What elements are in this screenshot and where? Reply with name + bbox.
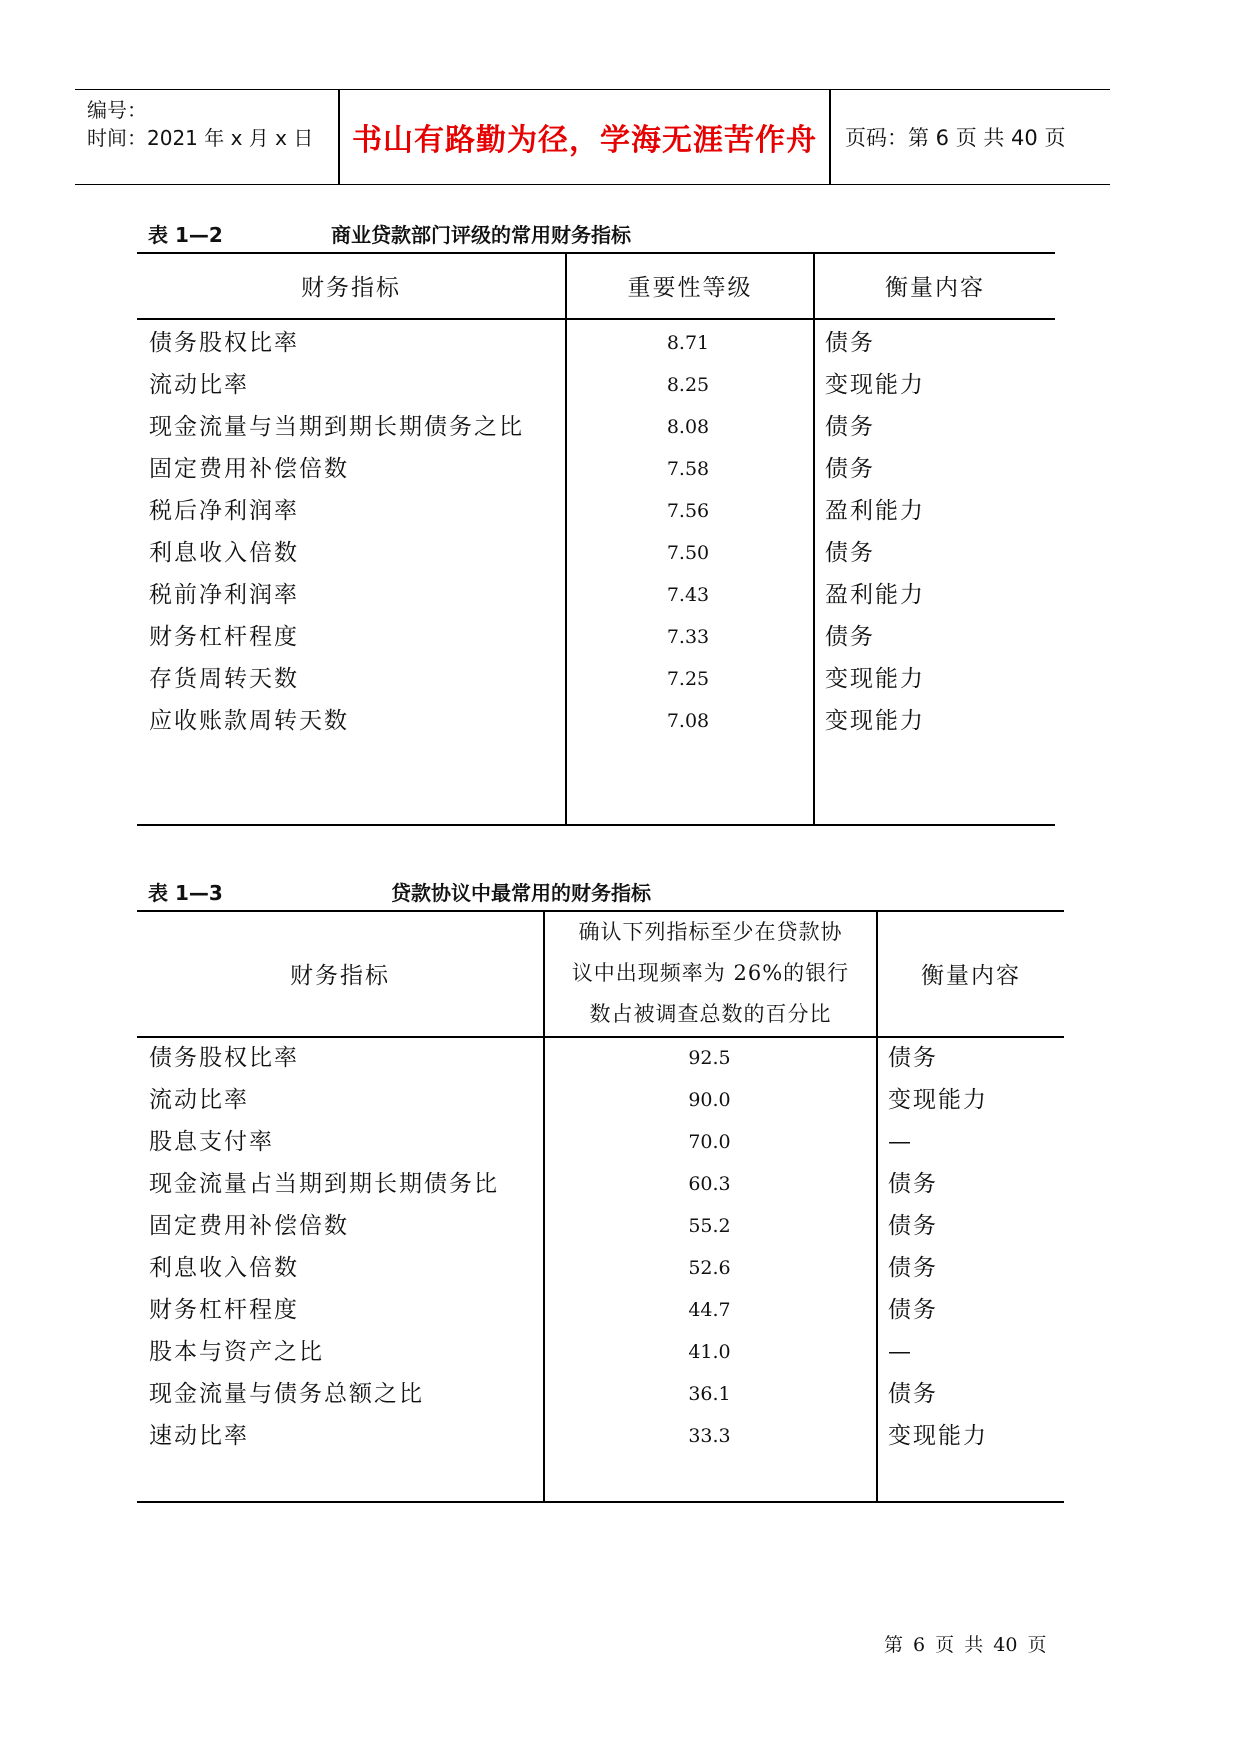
indicator-cell: 现金流量与债务总额之比 bbox=[149, 1381, 424, 1407]
column-header-measure: 衡量内容 bbox=[921, 962, 1021, 989]
measure-cell: 变现能力 bbox=[888, 1423, 988, 1449]
document-number-label: 编号： bbox=[87, 98, 147, 122]
table-row bbox=[137, 574, 1055, 616]
header-line: 议中出现频率为 26%的银行 bbox=[571, 960, 850, 985]
indicator-cell: 现金流量与当期到期长期债务之比 bbox=[149, 414, 524, 440]
measure-cell: — bbox=[888, 1129, 913, 1155]
page-footer: 第 6 页 共 40 页 bbox=[884, 1634, 1047, 1656]
indicator-cell: 应收账款周转天数 bbox=[149, 708, 349, 734]
indicator-cell: 债务股权比率 bbox=[149, 330, 299, 356]
value-cell: 7.08 bbox=[666, 710, 710, 732]
page-header bbox=[75, 89, 1110, 185]
measure-cell: 变现能力 bbox=[825, 708, 925, 734]
table-number: 表 1—3 bbox=[148, 881, 223, 905]
indicator-cell: 股本与资产之比 bbox=[149, 1339, 324, 1365]
value-cell: 7.25 bbox=[666, 668, 710, 690]
value-cell: 55.2 bbox=[688, 1215, 731, 1237]
header-divider bbox=[829, 90, 831, 184]
value-cell: 41.0 bbox=[688, 1341, 731, 1363]
value-cell: 33.3 bbox=[688, 1425, 731, 1447]
table-row bbox=[137, 448, 1055, 490]
table-rule bbox=[137, 1501, 1064, 1503]
column-header-frequency bbox=[545, 910, 876, 1036]
table-rule bbox=[137, 824, 1055, 826]
measure-cell: 变现能力 bbox=[888, 1087, 988, 1113]
table-number: 表 1—2 bbox=[148, 223, 223, 247]
table-row bbox=[137, 1373, 1064, 1415]
table-row bbox=[137, 322, 1055, 364]
indicator-cell: 财务杠杆程度 bbox=[149, 1297, 299, 1323]
measure-cell: — bbox=[888, 1339, 913, 1365]
measure-cell: 债务 bbox=[888, 1213, 938, 1239]
value-cell: 8.71 bbox=[666, 332, 710, 354]
table-row bbox=[137, 1415, 1064, 1457]
measure-cell: 变现能力 bbox=[825, 372, 925, 398]
document-date: 时间：2021 年 x 月 x 日 bbox=[87, 126, 314, 150]
measure-cell: 债务 bbox=[825, 456, 875, 482]
measure-cell: 变现能力 bbox=[825, 666, 925, 692]
indicator-cell: 流动比率 bbox=[149, 372, 249, 398]
value-cell: 7.58 bbox=[666, 458, 710, 480]
indicator-cell: 财务杠杆程度 bbox=[149, 624, 299, 650]
column-header-indicator: 财务指标 bbox=[301, 274, 401, 301]
value-cell: 36.1 bbox=[688, 1383, 731, 1405]
table-row bbox=[137, 1079, 1064, 1121]
indicator-cell: 固定费用补偿倍数 bbox=[149, 1213, 349, 1239]
measure-cell: 债务 bbox=[888, 1255, 938, 1281]
indicator-cell: 税前净利润率 bbox=[149, 582, 299, 608]
value-cell: 7.33 bbox=[666, 626, 710, 648]
table-title: 贷款协议中最常用的财务指标 bbox=[391, 881, 651, 905]
financial-indicators-rating-table bbox=[137, 252, 1055, 826]
indicator-cell: 速动比率 bbox=[149, 1423, 249, 1449]
measure-cell: 债务 bbox=[825, 540, 875, 566]
indicator-cell: 固定费用补偿倍数 bbox=[149, 456, 349, 482]
measure-cell: 债务 bbox=[825, 414, 875, 440]
header-line: 数占被调查总数的百分比 bbox=[589, 1001, 832, 1026]
table-row bbox=[137, 1205, 1064, 1247]
column-header-indicator: 财务指标 bbox=[290, 962, 390, 989]
header-line: 确认下列指标至少在贷款协 bbox=[578, 919, 843, 944]
indicator-cell: 利息收入倍数 bbox=[149, 1255, 299, 1281]
table-row bbox=[137, 658, 1055, 700]
table-row bbox=[137, 1037, 1064, 1079]
measure-cell: 债务 bbox=[888, 1045, 938, 1071]
value-cell: 7.56 bbox=[666, 500, 710, 522]
table-row bbox=[137, 406, 1055, 448]
value-cell: 92.5 bbox=[688, 1047, 731, 1069]
value-cell: 60.3 bbox=[688, 1173, 731, 1195]
column-header-measure: 衡量内容 bbox=[885, 274, 985, 301]
table-row bbox=[137, 700, 1055, 742]
table-row bbox=[137, 1247, 1064, 1289]
value-cell: 52.6 bbox=[688, 1257, 731, 1279]
table-row bbox=[137, 616, 1055, 658]
indicator-cell: 股息支付率 bbox=[149, 1129, 274, 1155]
loan-agreement-indicators-table bbox=[137, 910, 1064, 1503]
value-cell: 8.25 bbox=[666, 374, 710, 396]
table-row bbox=[137, 1121, 1064, 1163]
table-row bbox=[137, 532, 1055, 574]
table-row bbox=[137, 490, 1055, 532]
measure-cell: 盈利能力 bbox=[825, 498, 925, 524]
indicator-cell: 流动比率 bbox=[149, 1087, 249, 1113]
column-header-importance: 重要性等级 bbox=[627, 274, 753, 301]
value-cell: 8.08 bbox=[666, 416, 710, 438]
indicator-cell: 存货周转天数 bbox=[149, 666, 299, 692]
measure-cell: 盈利能力 bbox=[825, 582, 925, 608]
table-title: 商业贷款部门评级的常用财务指标 bbox=[331, 223, 631, 247]
header-motto: 书山有路勤为径，学海无涯苦作舟 bbox=[352, 123, 817, 158]
measure-cell: 债务 bbox=[888, 1297, 938, 1323]
measure-cell: 债务 bbox=[888, 1171, 938, 1197]
table-row bbox=[137, 1289, 1064, 1331]
indicator-cell: 现金流量占当期到期长期债务比 bbox=[149, 1171, 499, 1197]
measure-cell: 债务 bbox=[825, 330, 875, 356]
table-row bbox=[137, 1331, 1064, 1373]
measure-cell: 债务 bbox=[825, 624, 875, 650]
measure-cell: 债务 bbox=[888, 1381, 938, 1407]
indicator-cell: 债务股权比率 bbox=[149, 1045, 299, 1071]
table-row bbox=[137, 1163, 1064, 1205]
header-page-info: 页码：第 6 页 共 40 页 bbox=[845, 126, 1066, 150]
value-cell: 44.7 bbox=[688, 1299, 731, 1321]
indicator-cell: 税后净利润率 bbox=[149, 498, 299, 524]
value-cell: 90.0 bbox=[688, 1089, 731, 1111]
table-rule bbox=[137, 318, 1055, 320]
value-cell: 7.43 bbox=[666, 584, 710, 606]
value-cell: 70.0 bbox=[688, 1131, 731, 1153]
table-row bbox=[137, 364, 1055, 406]
value-cell: 7.50 bbox=[666, 542, 710, 564]
header-meta bbox=[87, 96, 332, 152]
indicator-cell: 利息收入倍数 bbox=[149, 540, 299, 566]
